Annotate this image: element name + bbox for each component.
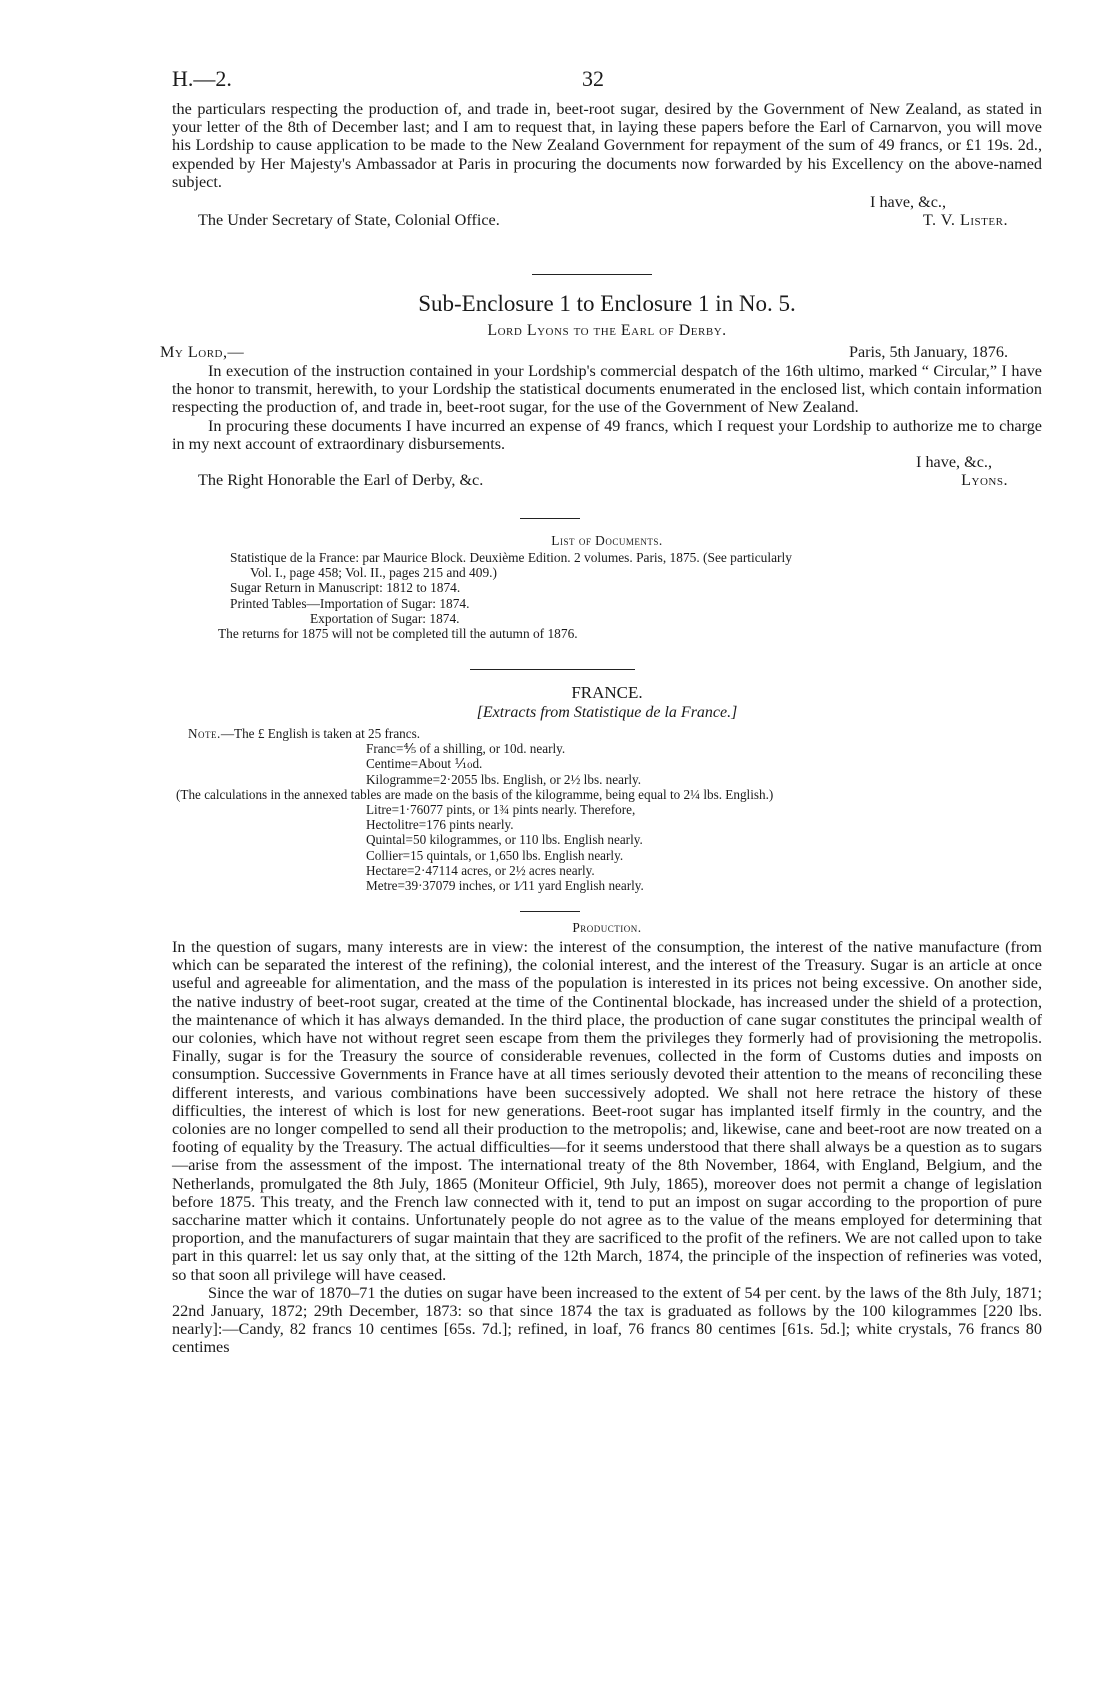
- document-item: Exportation of Sugar: 1874.: [310, 610, 460, 626]
- divider-rule: [520, 518, 580, 519]
- document-reference: H.—2.: [172, 66, 232, 91]
- closing-have: I have, &c.,: [870, 193, 946, 212]
- note-line: [172, 726, 1042, 741]
- note-line: Quintal=50 kilogrammes, or 110 lbs. English nearly.: [366, 832, 643, 848]
- divider-rule: [470, 669, 635, 670]
- note-line: Hectolitre=176 pints nearly.: [366, 817, 514, 833]
- divider-rule: [520, 911, 580, 912]
- letter-signature: Lyons.: [961, 471, 1008, 490]
- document-item: Vol. I., page 458; Vol. II., pages 215 and 409.): [250, 565, 497, 581]
- letter-have: I have, &c.,: [916, 453, 992, 472]
- letter-section: [160, 343, 1042, 490]
- documents-list: [218, 550, 1040, 642]
- note-line: Kilogramme=2·2055 lbs. English, or 2½ lbs. nearly.: [366, 771, 642, 787]
- closing-addressee: The Under Secretary of State, Colonial Office.: [198, 211, 500, 230]
- page-number: 32: [582, 66, 604, 91]
- documents-note: The returns for 1875 will not be completed till the autumn of 1876.: [218, 626, 578, 642]
- closing-signature: T. V. Lister.: [922, 211, 1008, 230]
- conversion-notes: [172, 726, 1042, 893]
- document-item: Statistique de la France: par Maurice Block. Deuxième Edition. 2 volumes. Paris, 1875. (See particularly: [230, 550, 792, 565]
- note-line: Litre=1·76077 pints, or 1¾ pints nearly. Therefore,: [366, 802, 636, 818]
- document-item: Sugar Return in Manuscript: 1812 to 1874.: [230, 580, 461, 596]
- letter-signature-row: [172, 471, 1042, 490]
- note-label: Note.: [188, 726, 221, 741]
- page-header: [172, 66, 1042, 96]
- france-title: FRANCE.: [571, 683, 643, 702]
- production-section: [172, 938, 1042, 1357]
- closing-signature-row: [172, 211, 1042, 230]
- document-item: Printed Tables—Importation of Sugar: 1874.: [230, 595, 470, 611]
- note-line: Franc=⅘ of a shilling, or 10d. nearly.: [366, 741, 566, 757]
- production-paragraph-1: In the question of sugars, many interests are in view: the interest of the consumption, the interest of the native manufacture (from which can be separated the interest of the refining), the colonial interest, and the interest of the Treasury. Sugar is an article at once useful and agreeable for alimentation, and the mass of the population is interested in its prices not being excessive. On another side, the native industry of beet-root sugar, created at the time of the Continental blockade, has increased under the shield of a protection, the maintenance of which it has always demanded. In the third place, the production of cane sugar constitutes the principal wealth of our colonies, which have not without regret seen escape from them the privileges they formerly had of provisioning the metropolis. Finally, sugar is for the Treasury the source of considerable revenues, collected in the form of Customs duties and imposts on consumption. Successive Governments in France have at all times seriously devoted their attention to the means of reconciling these different interests, and various combinations have been successively adopted. We shall not here retrace the history of these difficulties, the interest of which is lost for new generations. Beet-root sugar has implanted itself firmly in the country, and the colonies are no longer compelled to send all their production to the metropolis; and, likewise, cane and beet-root are now treated on a footing of equality by the Treasury. The actual difficulties—for it seems understood that there shall always be a question as to sugars—arise from the assessment of the impost. The international treaty of the 8th November, 1864, with England, Belgium, and the Netherlands, promulgated the 8th July, 1865 (Moniteur Officiel, 9th July, 1865), moreover does not permit a change of legislation before 1875. This treaty, and the French law connected with it, tend to put an impost on sugar according to the proportion of pure saccharine matter which it contains. Unfortunately people do not agree as to the value of the means employed for determining that proportion, and the manufacturers of sugar maintain that they are sacrificed to the profit of the refiners. We are not called upon to take part in this quarrel: let us say only that, at the sitting of the 12th March, 1874, the principle of the inspection of refineries was voted, so that soon all privilege will have ceased.: [172, 938, 1042, 1284]
- sub-enclosure-subtitle: Lord Lyons to the Earl of Derby.: [487, 322, 727, 339]
- letter-salutation: My Lord,—: [160, 343, 245, 361]
- note-first: —The £ English is taken at 25 francs.: [220, 726, 421, 741]
- letter-paragraph-2: In procuring these documents I have incurred an expense of 49 francs, which I request your Lordship to authorize me to charge in my next account of extraordinary disbursements.: [172, 416, 1042, 453]
- production-heading: Production.: [572, 920, 642, 935]
- letter-place-date: Paris, 5th January, 1876.: [848, 343, 1008, 361]
- letter-header-row: [160, 343, 1042, 362]
- documents-heading: List of Documents.: [551, 533, 663, 548]
- divider-rule: [532, 274, 652, 275]
- note-line: (The calculations in the annexed tables are made on the basis of the kilogramme, being equal to 2¼ lbs. English.): [176, 786, 774, 802]
- intro-paragraph: the particulars respecting the production of, and trade in, beet-root sugar, desired by the Government of New Zealand, as stated in your letter of the 8th of December last; and I am to request that, in laying these papers before the Earl of Carnarvon, you will move his Lordship to cause application to be made to the New Zealand Government for repayment of the sum of 49 francs, or £1 19s. 2d., expended by Her Majesty's Ambassador at Paris in procuring the documents now forwarded by his Excellency on the above-named subject.: [172, 100, 1042, 191]
- letter-addressee: The Right Honorable the Earl of Derby, &c.: [198, 471, 484, 490]
- letter-paragraph-1: In execution of the instruction contained in your Lordship's commercial despatch of the 16th ultimo, marked “ Circular,” I have the honor to transmit, herewith, to your Lordship the statistical documents enumerated in the enclosed list, which contain information respecting the production of, and trade in, beet-root sugar, for the use of the Government of New Zealand.: [172, 362, 1042, 417]
- production-paragraph-2: Since the war of 1870–71 the duties on sugar have been increased to the extent of 54 per cent. by the laws of the 8th July, 1871; 22nd January, 1872; 29th December, 1873: so that since 1874 the tax is graduated as follows by the 100 kilogrammes [220 lbs. nearly]:—Candy, 82 francs 10 centimes [65s. 7d.]; refined, in loaf, 76 francs 80 centimes [61s. 5d.]; white crystals, 76 francs 80 centimes: [172, 1283, 1042, 1357]
- note-line: Centime=About ⅒d.: [366, 756, 483, 772]
- note-line: Hectare=2·47114 acres, or 2½ acres nearly.: [366, 862, 595, 878]
- note-line: Metre=39·37079 inches, or 1⁄11 yard English nearly.: [366, 878, 644, 894]
- note-line: Collier=15 quintals, or 1,650 lbs. English nearly.: [366, 847, 624, 863]
- intro-section: [172, 100, 1042, 230]
- france-subtitle: [Extracts from Statistique de la France.]: [476, 704, 738, 721]
- sub-enclosure-title: Sub-Enclosure 1 to Enclosure 1 in No. 5.: [418, 291, 796, 316]
